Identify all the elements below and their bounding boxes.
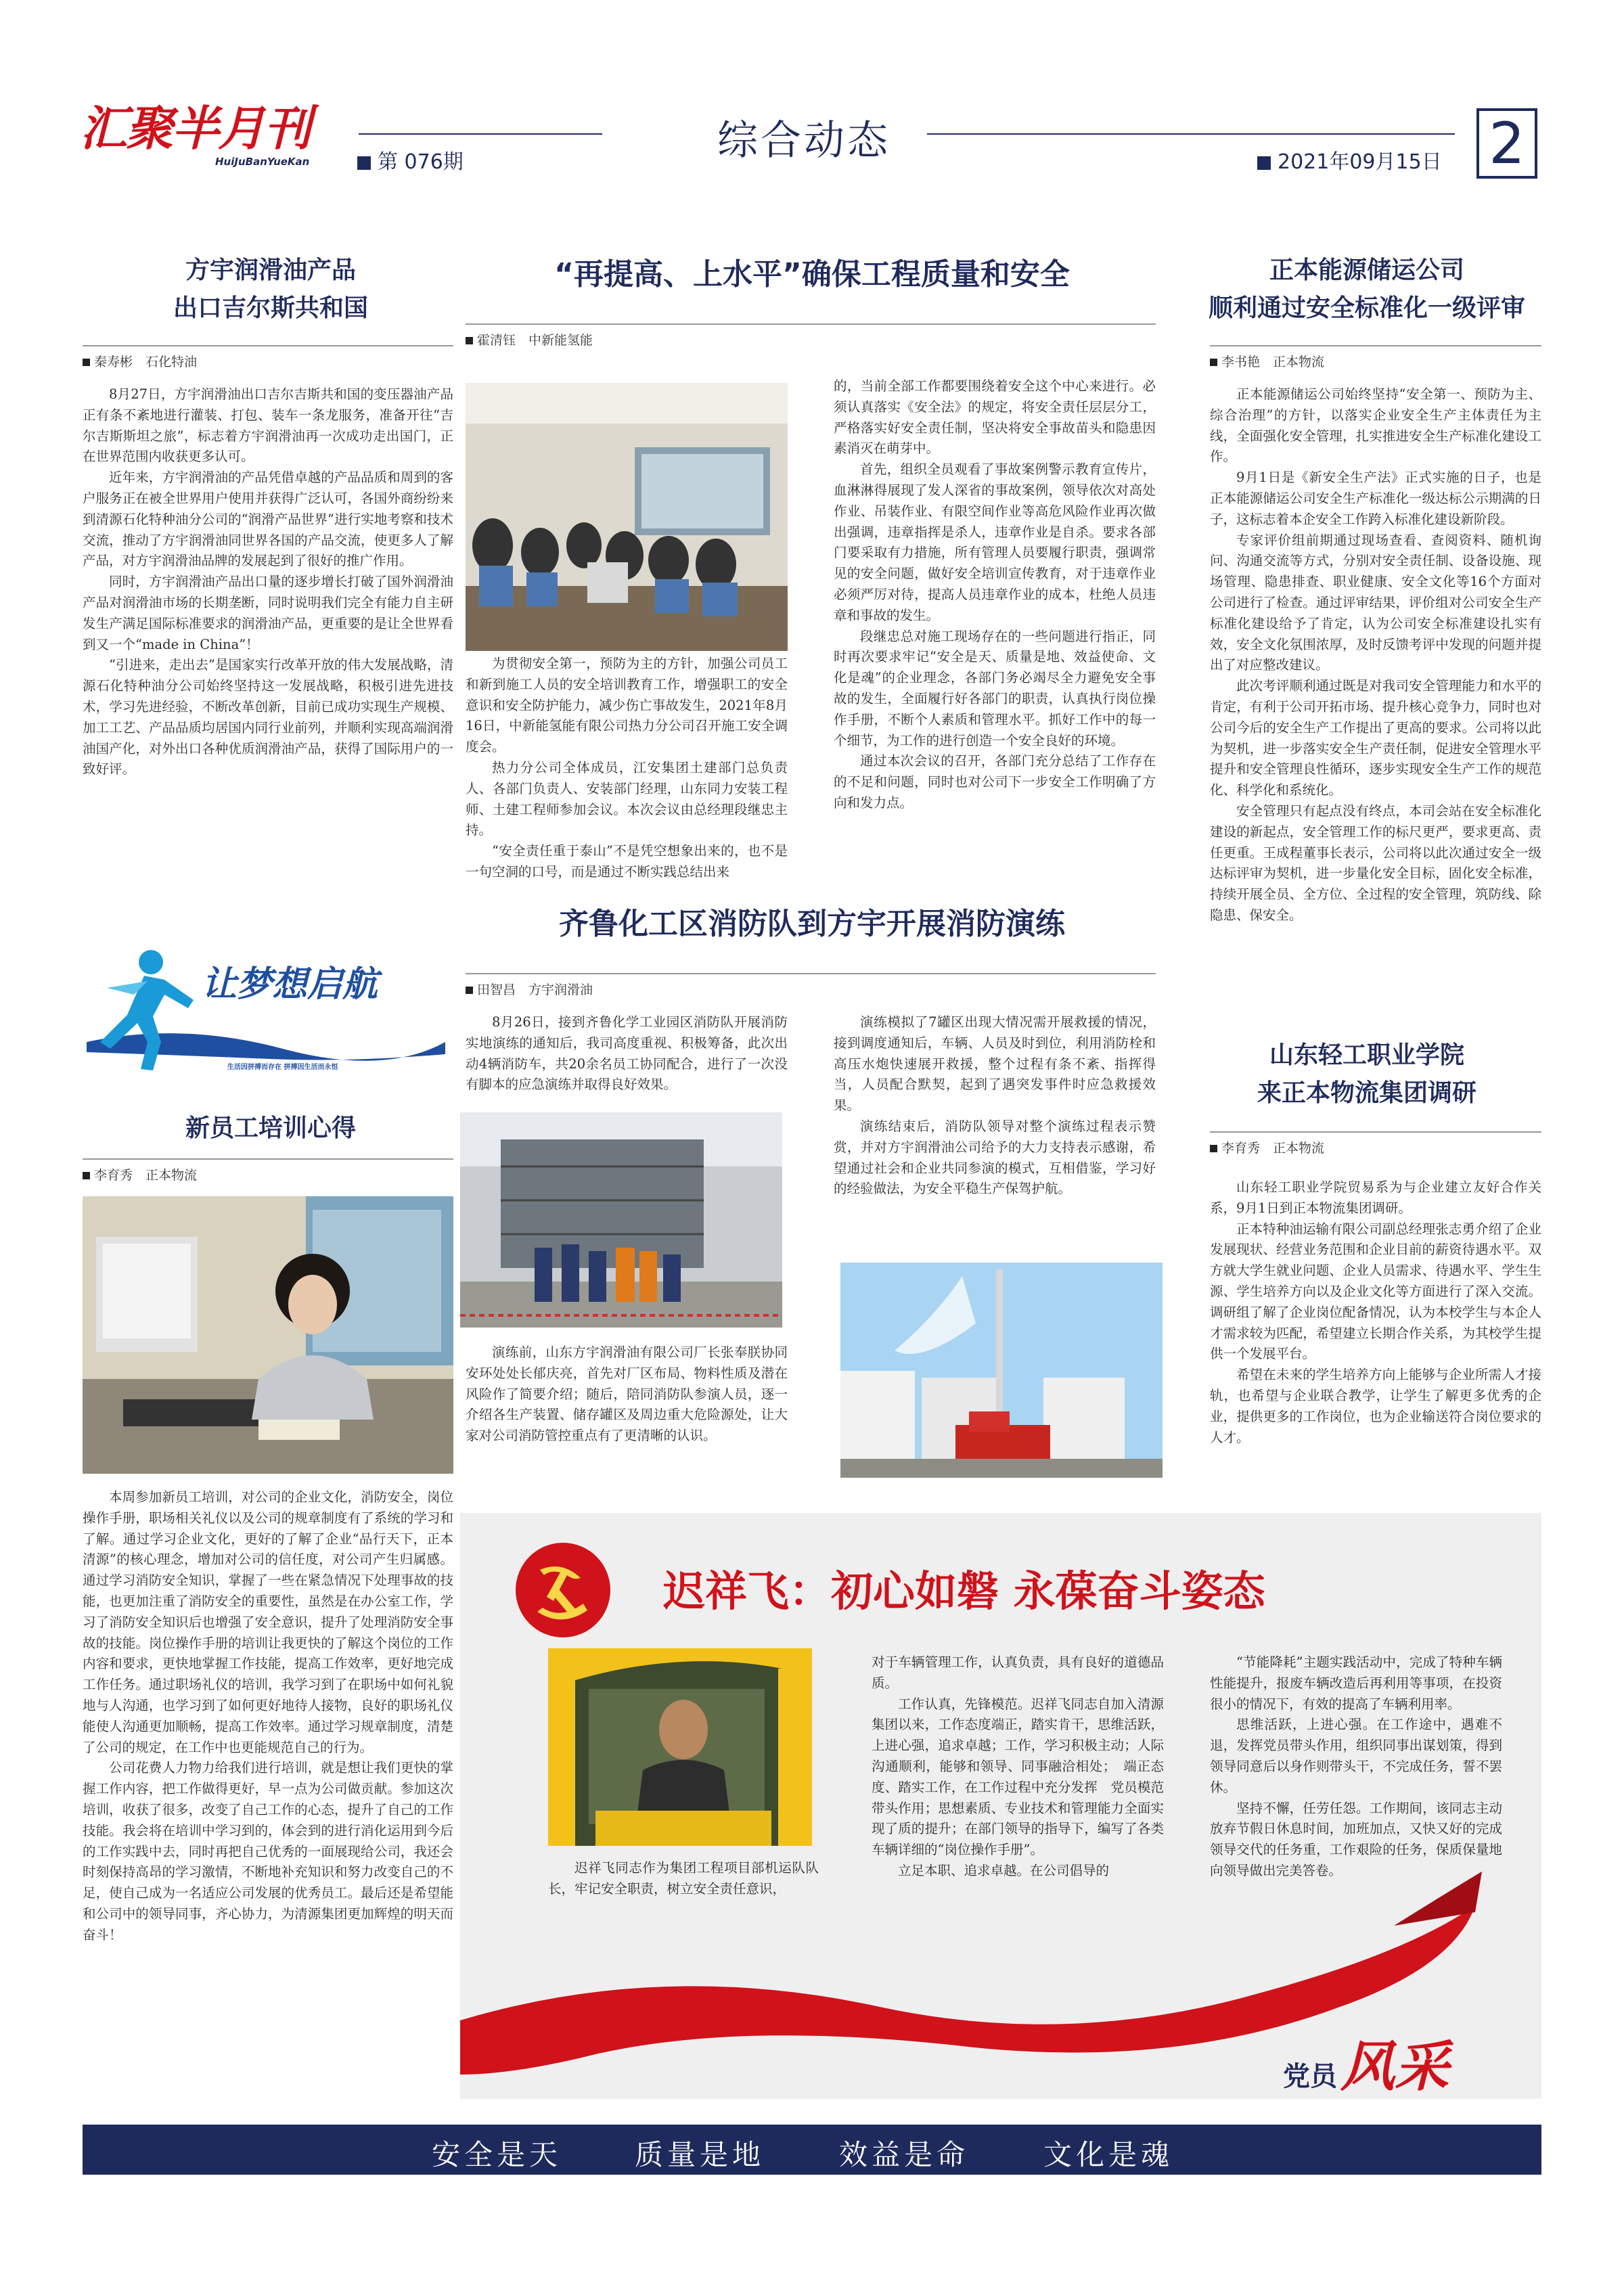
article-title: 新员工培训心得	[185, 1114, 356, 1142]
banner-item: 质量是地	[635, 2138, 765, 2171]
article-body-col1-bottom: 演练前，山东方宇润滑油有限公司厂长张奉朕协同安环处处长郁庆亮，首先对厂区布局、物料性质及潜在风险作了简要介绍；随后，陪同消防队参演人员，逐一介绍各生产装置、储存罐区及周边重大危险源处，让大家对公司消防管控重点有了更清晰的认识。	[466, 1344, 788, 1444]
photo-caption: 迟祥飞同志作为集团工程项目部机运队队长，牢记安全职责，树立安全责任意识，	[548, 1860, 819, 1897]
header-rule-right	[927, 133, 1455, 135]
party-body-col1: 对于车辆管理工作，认真负责，具有良好的道德品质。 工作认真，先锋模范。迟祥飞同志自加入清源集团以来，工作态度端正，踏实肯干，思维活跃，上进心强，追求卓越；工作，学习积极主动；人际沟通顺利，能够和领导、同事融洽相处； 端正态度、踏实工作，在工作过程中充分发挥 党员模范带头作用；思想素质、专业技术和管理能力全面实现了质的提升；在部门领导的指导下，编写了各类车辆详细的“岗位操作手册”。 立足本职、追求卓越。在公司倡导的	[872, 1654, 1164, 1878]
party-body-col2: “节能降耗”主题实践活动中，完成了特种车辆性能提升，报废车辆改造后再利用等事项，在投资很小的情况下，有效的提高了车辆利用率。 思维活跃，上进心强。在工作途中，遇难不退，发挥党员带头作用，组织同事出谋划策，得到领导同意后以身作则带头干，不完成任务，誓不罢休。 坚持不懈，任劳任怨。工作期间，该同志主动放弃节假日休息时间，加班加点，又快又好的完成领导交代的任务重，工作艰险的任务，保质保量地向领导做出完美答卷。	[1210, 1654, 1502, 1878]
photo-woman-at-desk	[83, 1196, 453, 1474]
article-byline: 田智昌 方宇润滑油	[466, 973, 1156, 998]
page-number: 2	[1489, 110, 1525, 177]
photo-water-cannon-drill	[840, 1263, 1163, 1478]
article-byline: 霍清钰 中新能氢能	[466, 323, 1156, 348]
footer-banner	[83, 2125, 1541, 2175]
photo-safety-meeting	[466, 383, 788, 651]
article-byline: 李育秀 正本物流	[1210, 1131, 1541, 1156]
logo-pinyin: HuiJuBanYueKan	[215, 156, 310, 168]
article-title: “再提高、上水平”确保工程质量和安全	[554, 257, 1070, 292]
banner-item: 文化是魂	[1043, 2138, 1174, 2171]
article-body: 正本能源储运公司始终坚持“安全第一、预防为主、综合治理”的方针，以落实企业安全生产主体责任为主线，全面强化安全管理，扎实推进安全生产标准化建设工作。 9月1日是《新安全生产法》正式实施的日子，也是正本能源储运公司安全生产标准化一级达标公示期满的日子，这标志着本企安全工作跨入标准化建设新阶段。 专家评价组前期通过现场查看、查阅资料、随机询问、沟通交流等方式，分别对安全责任制、设备设施、现场管理、隐患排查、职业健康、安全文化等16个方面对公司进行了检查。通过评审结果，评价组对公司安全生产标准化建设给予了肯定，认为公司安全标准建设扎实有效，安全文化氛围浓厚，及时反馈考评中发现的问题并提出了对应整改建议。 此次考评顺利通过既是对我司安全管理能力和水平的肯定，有利于公司开拓市场、提升核心竞争力，同时也对公司今后的安全生产工作提出了更高的要求。公司将以此为契机，进一步落实安全生产责任制，促进安全管理水平提升和安全管理良性循环，逐步实现安全生产工作的规范化、科学化和系统化。 安全管理只有起点没有终点，本司会站在安全标准化建设的新起点，安全管理工作的标尺更严，要求更高、责任更重。王成程董事长表示，公司将以此次通过安全一级达标评审为契机，进一步量化安全目标，固化安全标准，持续开展全员、全方位、全过程的安全管理，筑防线、除隐患、保安全。	[1210, 386, 1541, 923]
article-title: 山东轻工职业学院 来正本物流集团调研	[1257, 1041, 1476, 1107]
square-bullet-icon	[1257, 156, 1271, 170]
photo-fire-drill-team	[460, 1112, 782, 1328]
header-rule-left	[359, 133, 602, 135]
party-section	[460, 1513, 1541, 2099]
dream-main: 让梦想启航	[202, 964, 378, 1005]
article-byline: 李育秀 正本物流	[83, 1158, 453, 1183]
dream-graphic	[80, 941, 459, 1076]
dream-sub: 生活因拼搏而存在 拼搏因生活而永恒	[227, 1064, 338, 1071]
masthead-logo	[80, 101, 323, 176]
footer-label-1: 党员	[1283, 2061, 1337, 2092]
banner-item: 效益是命	[839, 2138, 970, 2171]
article-body: 山东轻工职业学院贸易系为与企业建立友好合作关系，9月1日到正本物流集团调研。 正本特种油运输有限公司副总经理张志勇介绍了企业发展现状、经营业务范围和企业目前的薪资待遇水平。双方就大学生就业问题、企业人员需求、待遇水平、学生生源、学生培养方向以及企业文化等方面进行了深入交流。调研组了解了企业岗位配备情况，认为本校学生与本企人才需求较为匹配，希望建立长期合作关系，为其校学生提供一个发展平台。 希望在未来的学生培养方向上能够与企业所需人才接轨，也希望与企业联合教学，让学生了解更多优秀的企业，提供更多的工作岗位，也为企业输送符合岗位要求的人才。	[1210, 1179, 1541, 1445]
article-body: 8月27日，方宇润滑油出口吉尔吉斯共和国的变压器油产品正有条不紊地进行灌装、打包、装车一条龙服务，准备开往“吉尔吉斯斯坦之旅”，标志着方宇润滑油再一次成功走出国门，正在世界范围内收获更多认可。 近年来，方宇润滑油的产品凭借卓越的产品品质和周到的客户服务正在被全世界用户使用并获得广泛认可，各国外商纷纷来到清源石化特种油分公司的“润滑产品世界”进行实地考察和技术交流，推动了方宇润滑油同世界各国的产品交流，使更多人了解产品，对方宇润滑油品牌的发展起到了很好的推广作用。 同时，方宇润滑油产品出口量的逐步增长打破了国外润滑油产品对润滑油市场的长期垄断，同时说明我们完全有能力自主研发生产满足国际标准要求的润滑油产品，更重要的是让全世界看到又一个“made in China”！ “引进来，走出去”是国家实行改革开放的伟大发展战略，清源石化特种油分公司始终坚持这一发展战略，积极引进先进技术，学习先进经验，不断改革创新，目前已成功实现生产规模、加工工艺、产品品质均居国内同行业前列，并顺利实现高端润滑油国产化，对外出口各种优质润滑油产品，获得了国际用户的一致好评。	[83, 386, 453, 777]
logo-text: 汇聚半月刊	[80, 100, 310, 156]
square-bullet-icon	[357, 156, 371, 170]
photo-worker-in-excavator	[548, 1648, 812, 1846]
article-byline: 秦寿彬 石化特油	[83, 345, 453, 370]
article-title: 齐鲁化工区消防队到方宇开展消防演练	[559, 907, 1065, 941]
article-title: 方宇润滑油产品 出口吉尔斯共和国	[173, 256, 368, 322]
section-title: 综合动态	[717, 117, 890, 164]
article-body: 本周参加新员工培训，对公司的企业文化，消防安全，岗位操作手册，职场相关礼仪以及公司的规章制度有了系统的学习和了解。通过学习企业文化，更好的了解了企业“品行天下，正本清源”的核心理念，增加对公司的信任度，对公司产生归属感。通过学习消防安全知识，掌握了一些在紧急情况下处理事故的技能，也更加注重了消防安全的重要性，虽然是在办公室工作，学习了消防安全知识后也增强了安全意识，提升了处理消防安全事故的技能。岗位操作手册的培训让我更快的了解这个岗位的工作内容和要求，更快地掌握工作技能，提高工作效率，更好地完成工作任务。通过职场礼仪的培训，我学习到了在职场中如何礼貌地与人沟通，也学习到了如何更好地待人接物，良好的职场礼仪能使人沟通更加顺畅，提高工作效率。通过学习规章制度，清楚了公司的规定，在工作中也更能规范自己的行为。 公司花费人力物力给我们进行培训，就是想让我们更快的掌握工作内容，把工作做得更好，早一点为公司做贡献。参加这次培训，收获了很多，改变了自己工作的心态，提升了自己的工作技能。我会将在培训中学习到的，体会到的进行消化运用到今后的工作实践中去，同时再把自己优秀的一面展现给公司，我还会时刻保持高昂的学习激情，不断地补充知识和努力改变自己的不足，使自己成为一名适应公司发展的优秀员工。最后还是希望能和公司中的领导同事，齐心协力，为清源集团更加辉煌的明天而奋斗！	[83, 1489, 453, 1943]
article-title: 正本能源储运公司 顺利通过安全标准化一级评审	[1208, 256, 1525, 322]
footer-label-2: 风采	[1340, 2035, 1449, 2098]
article-body-col2: 的，当前全部工作都要围绕着安全这个中心来进行。必须认真落实《安全法》的规定，将安全责任层层分工，严格落实好安全责任制，坚决将安全事故苗头和隐患因素消灭在萌芽中。 首先，组织全员观看了事故案例警示教育宣传片，血淋淋得展现了发人深省的事故案例，领导依次对高处作业、吊装作业、有限空间作业等高危风险作业再次做出强调，违章指挥是杀人，违章作业是自杀。要求各部门要采取有力措施，所有管理人员要履行职责，强调常见的安全问题，做好安全培训宣传教育，对于违章作业必须严厉对待，提高人员违章作业的成本，杜绝人员违章和事故的发生。 段继忠总对施工现场存在的一些问题进行指正，同时再次要求牢记“安全是天、质量是地、效益使命、文化是魂”的企业理念，各部门务必竭尽全力避免安全事故的发生，全面履行好各部门的职责，认真执行岗位操作手册，不断个人素质和管理水平。抓好工作中的每一个细节，为工作的进行创造一个安全良好的环境。 通过本次会议的召开，各部门充分总结了工作存在的不足和问题，同时也对公司下一步安全工作明确了方向和发力点。	[834, 378, 1156, 811]
article-byline: 李书艳 正本物流	[1210, 345, 1541, 370]
party-emblem-icon	[513, 1540, 613, 1640]
party-title: 迟祥飞：初心如磐 永葆奋斗姿态	[663, 1566, 1265, 1616]
banner-item: 安全是天	[432, 2138, 562, 2171]
article-body-col1-top: 8月26日，接到齐鲁化学工业园区消防队开展消防实地演练的通知后，我司高度重视、积极筹备，此次出动4辆消防车，共20余名员工协同配合，进行了一次没有脚本的应急演练并取得良好效果。	[466, 1014, 788, 1093]
issue-date: 2021年09月15日	[1257, 145, 1442, 175]
party-footer-label	[1283, 2023, 1449, 2101]
article-body-col1: 为贯彻安全第一，预防为主的方针，加强公司员工和新到施工人员的安全培训教育工作，增强职工的安全意识和安全防护能力，减少伤亡事故发生，2021年8月16日，中新能氢能有限公司热力分公司召开施工安全调度会。 热力分公司全体成员，江安集团土建部门总负责人、各部门负责人、安装部门经理，山东同力安装工程师、土建工程师参加会议。本次会议由总经理段继忠主持。 “安全责任重于泰山”不是凭空想象出来的，也不是一句空洞的口号，而是通过不断实践总结出来	[466, 656, 788, 880]
article-body-col2: 演练模拟了7罐区出现大情况需开展救援的情况，接到调度通知后，车辆、人员及时到位，利用消防栓和高压水炮快速展开救援，整个过程有条不紊、指挥得当，人员配合默契，起到了遇突发事件时应急救援效果。 演练结束后，消防队领导对整个演练过程表示赞赏，并对方宇润滑油公司给予的大力支持表示感谢，希望通过社会和企业共同参演的模式，互相借鉴，学习好的经验做法，为安全平稳生产保驾护航。	[834, 1014, 1156, 1197]
page-number-box	[1476, 108, 1537, 179]
issue-label: 第 076期	[357, 145, 464, 175]
